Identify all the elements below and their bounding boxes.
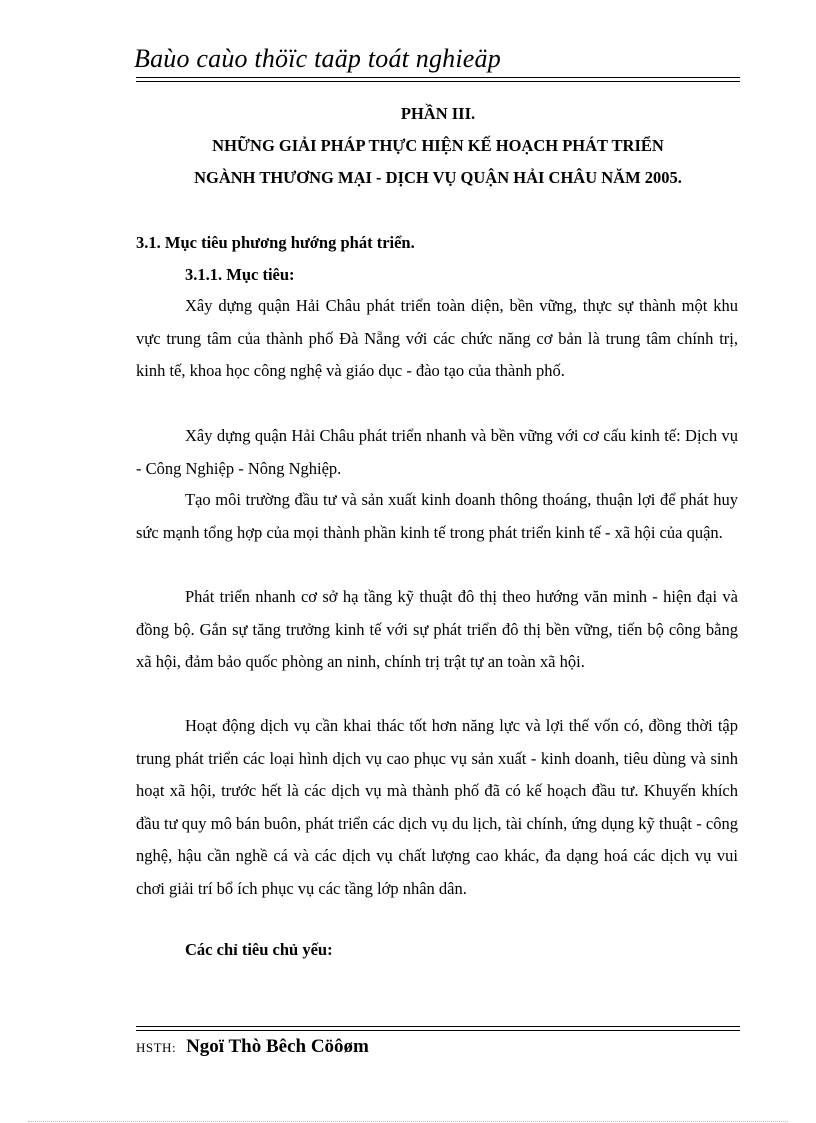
- paragraph: Phát triển nhanh cơ sở hạ tầng kỹ thuật đô thị theo hướng văn minh - hiện đại và đồng bộ. Gắn sự tăng trưởng kinh tế với sự phát triển đô thị bền vững, tiến bộ công bằng xã hội, đảm bảo quốc phòng an ninh, chính trị trật tự an toàn xã hội.: [136, 587, 738, 671]
- criteria-heading: Các chỉ tiêu chủ yếu:: [185, 940, 333, 959]
- page-bottom-divider: [28, 1121, 788, 1122]
- part-title-line-2: NGÀNH THƯƠNG MẠI - DỊCH VỤ QUẬN HẢI CHÂU NĂM 2005.: [194, 168, 682, 187]
- header-rule-bottom: [136, 81, 740, 82]
- author-name: Ngoï Thò Bêch Cöôøm: [186, 1036, 369, 1057]
- footer-label: HSTH:: [136, 1040, 177, 1055]
- paragraph: Hoạt động dịch vụ cần khai thác tốt hơn năng lực và lợi thế vốn có, đồng thời tập trung phát triển các loại hình dịch vụ cao phục vụ sản xuất - kinh doanh, tiêu dùng và sinh hoạt xã hội, trước hết là các dịch vụ mà thành phố đã có kế hoạch đầu tư. Khuyến khích đầu tư quy mô bán buôn, phát triển các dịch vụ du lịch, tài chính, ứng dụng kỹ thuật - công nghệ, hậu cần nghề cá và các dịch vụ chất lượng cao khác, đa dạng hoá các dịch vụ vui chơi giải trí bổ ích phục vụ các tầng lớp nhân dân.: [136, 716, 738, 898]
- paragraph: Xây dựng quận Hải Châu phát triển nhanh và bền vững với cơ cấu kinh tế: Dịch vụ - Công Nghiệp - Nông Nghiệp.: [136, 426, 738, 478]
- subsection-heading: 3.1.1. Mục tiêu:: [185, 265, 295, 284]
- part-title-line-1: NHỮNG GIẢI PHÁP THỰC HIỆN KẾ HOẠCH PHÁT TRIỂN: [212, 136, 664, 155]
- paragraph: Tạo môi trường đầu tư và sản xuất kinh doanh thông thoáng, thuận lợi để phát huy sức mạnh tổng hợp của mọi thành phần kinh tế trong phát triển kinh tế - xã hội của quận.: [136, 490, 738, 542]
- part-number: PHẦN III.: [400, 104, 476, 123]
- section-heading: 3.1. Mục tiêu phương hướng phát triển.: [136, 233, 415, 252]
- header-rule-top: [136, 77, 740, 78]
- footer-rule-bottom: [136, 1030, 740, 1031]
- running-header-title: Baùo caùo thöïc taäp toát nghieäp: [134, 44, 501, 73]
- footer-rule-top: [136, 1026, 740, 1027]
- footer-author: [136, 1036, 369, 1058]
- paragraph: Xây dựng quận Hải Châu phát triển toàn diện, bền vững, thực sự thành một khu vực trung tâm của thành phố Đà Nẵng với các chức năng cơ bản là trung tâm chính trị, kinh tế, khoa học công nghệ và giáo dục - đào tạo của thành phố.: [136, 296, 738, 380]
